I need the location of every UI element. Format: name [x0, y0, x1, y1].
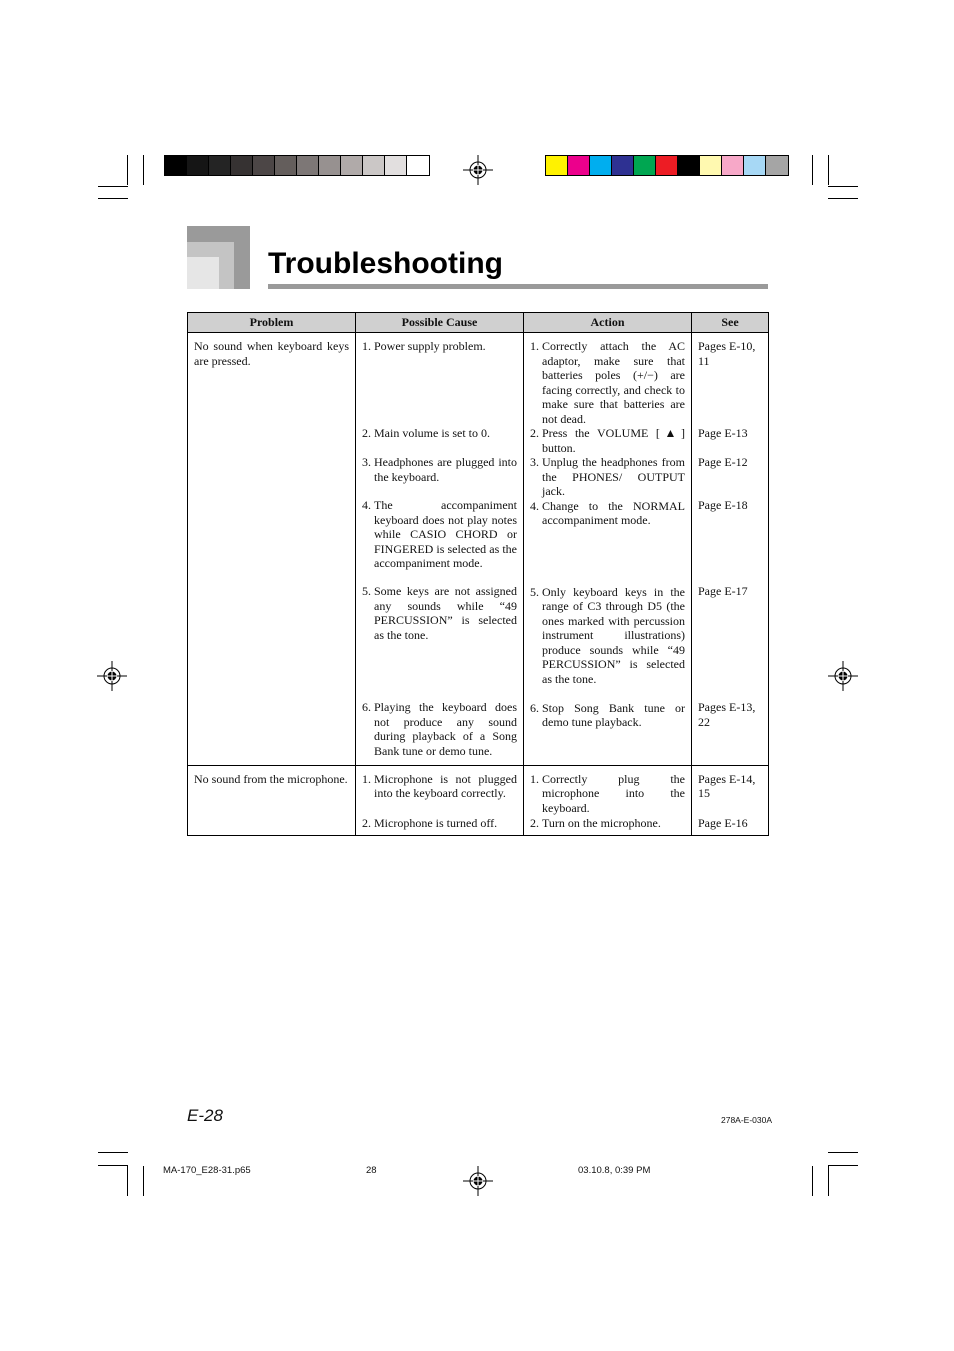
see-reference: Page E-18 [698, 498, 748, 512]
see-reference: Page E-12 [698, 455, 748, 469]
action-item-number: 2. [530, 426, 539, 440]
see-reference: Page E-17 [698, 584, 748, 598]
header-graphic [187, 257, 219, 289]
file-name: MA-170_E28-31.p65 [163, 1165, 251, 1176]
action-item-number: 6. [530, 700, 539, 715]
crop-mark [828, 186, 858, 187]
cause-item [362, 498, 517, 584]
see-reference: Page E-16 [698, 815, 748, 830]
crop-mark [143, 1166, 144, 1196]
cause-item-text: Microphone is not plugged into the keyboard correctly. [374, 771, 517, 800]
crop-mark [98, 186, 128, 187]
cause-item-number: 6. [362, 700, 371, 714]
crop-mark [812, 1166, 813, 1196]
color-swatch [700, 156, 722, 175]
crop-mark [98, 1152, 128, 1153]
color-swatch [678, 156, 700, 175]
crop-mark [828, 198, 858, 199]
column-header-see: See [692, 313, 769, 333]
problem-text: No sound from the microphone. [194, 771, 348, 786]
cause-item-number: 5. [362, 584, 371, 598]
doc-code: 278A-E-030A [721, 1115, 773, 1125]
cause-item-text: Headphones are plugged into the keyboard. [374, 455, 517, 484]
action-item [530, 499, 685, 585]
sheet-number: 28 [366, 1165, 377, 1176]
table-header-row [188, 313, 769, 333]
cause-item-number: 1. [362, 339, 371, 353]
color-swatch [546, 156, 568, 175]
cause-item-number: 4. [362, 498, 371, 512]
crop-mark [98, 1165, 128, 1166]
crop-mark [828, 1152, 858, 1153]
gray-calibration-bar [164, 155, 430, 176]
column-header-cause: Possible Cause [356, 313, 524, 333]
troubleshooting-table [187, 312, 769, 836]
column-header-problem: Problem [188, 313, 356, 333]
action-item-text: Stop Song Bank tune or demo tune playback. [542, 700, 685, 729]
color-swatch [297, 156, 319, 175]
cause-item [362, 584, 517, 700]
color-swatch [253, 156, 275, 175]
title-rule [268, 284, 768, 289]
color-swatch [612, 156, 634, 175]
print-timestamp: 03.10.8, 0:39 PM [578, 1165, 651, 1176]
color-swatch [407, 156, 429, 175]
page-title: Troubleshooting [268, 247, 503, 280]
action-item-text: Only keyboard keys in the range of C3 through D5 (the ones marked with percussion instrument illustrations) produce sounds while “49 PERCUSSION” is selected as the tone. [542, 584, 685, 686]
cause-item-text: Microphone is turned off. [374, 815, 498, 830]
action-item [530, 772, 685, 816]
action-item-number: 3. [530, 455, 539, 469]
crop-mark [828, 1166, 829, 1196]
color-swatch [209, 156, 231, 175]
action-item [530, 816, 685, 831]
action-item [530, 339, 685, 426]
action-item [530, 455, 685, 499]
registration-mark-icon [97, 661, 127, 691]
cause-item-text: Power supply problem. [374, 339, 486, 353]
column-header-action: Action [524, 313, 692, 333]
cause-item [362, 772, 517, 816]
cause-item-number: 2. [362, 426, 371, 440]
table-row [188, 765, 769, 836]
color-swatch [766, 156, 788, 175]
see-reference: Pages E-13, 22 [698, 700, 756, 729]
problem-text: No sound when keyboard keys are pressed. [194, 339, 349, 368]
see-reference: Pages E-10, 11 [698, 339, 756, 368]
color-calibration-bar [545, 155, 789, 176]
cause-item-text: Some keys are not assigned any sounds while “49 PERCUSSION” is selected as the tone. [374, 584, 517, 642]
cell-see [692, 333, 769, 766]
color-swatch [590, 156, 612, 175]
crop-mark [812, 155, 813, 185]
color-swatch [231, 156, 253, 175]
crop-mark [828, 1165, 858, 1166]
crop-mark [828, 155, 829, 185]
registration-mark-icon [463, 1166, 493, 1196]
crop-mark [143, 155, 144, 185]
action-item-number: 5. [530, 584, 539, 599]
color-swatch [275, 156, 297, 175]
cause-item-text: Playing the keyboard does not produce any sound during playback of a Song Bank tune or demo tune. [374, 700, 517, 758]
cause-item-number: 2. [362, 815, 371, 830]
registration-mark-icon [463, 155, 493, 185]
action-item-text: Correctly plug the microphone into the keyboard. [542, 771, 685, 815]
action-item-number: 2. [530, 815, 539, 830]
action-item [530, 426, 685, 455]
cause-item [362, 426, 517, 455]
cause-item-text: Main volume is set to 0. [374, 426, 490, 440]
action-item-number: 4. [530, 498, 539, 513]
cell-action [524, 765, 692, 836]
color-swatch [187, 156, 209, 175]
table-row [188, 333, 769, 766]
cause-item-text: The accompaniment keyboard does not play notes while CASIO CHORD or FINGERED is selected as the accompaniment mode. [374, 498, 517, 570]
action-item-text: Change to the NORMAL accompaniment mode. [542, 498, 685, 527]
registration-mark-icon [828, 661, 858, 691]
color-swatch [363, 156, 385, 175]
color-swatch [744, 156, 766, 175]
crop-mark [127, 155, 128, 185]
cell-cause [356, 333, 524, 766]
color-swatch [656, 156, 678, 175]
cell-see [692, 765, 769, 836]
cause-item [362, 816, 517, 831]
action-item-number: 1. [530, 339, 539, 353]
color-swatch [568, 156, 590, 175]
table-body [188, 333, 769, 836]
action-item-number: 1. [530, 771, 539, 786]
cause-item-number: 3. [362, 455, 371, 469]
page-number: E-28 [187, 1106, 223, 1125]
crop-mark [98, 198, 128, 199]
action-item-text: Press the VOLUME [▲] button. [542, 426, 685, 455]
crop-mark [127, 1166, 128, 1196]
color-swatch [341, 156, 363, 175]
color-swatch [385, 156, 407, 175]
color-swatch [722, 156, 744, 175]
action-item-text: Turn on the microphone. [542, 815, 661, 830]
cause-item-number: 1. [362, 771, 371, 786]
color-swatch [319, 156, 341, 175]
cell-problem [188, 765, 356, 836]
cell-cause [356, 765, 524, 836]
color-swatch [165, 156, 187, 175]
cause-item [362, 339, 517, 426]
cause-item [362, 700, 517, 759]
cell-action [524, 333, 692, 766]
see-reference: Page E-13 [698, 426, 748, 440]
cause-item [362, 455, 517, 498]
action-item-text: Correctly attach the AC adaptor, make sure that batteries poles (+/−) are facing correctly, and check to make sure that batteries are not dead. [542, 339, 685, 426]
cell-problem [188, 333, 356, 766]
action-item [530, 585, 685, 701]
color-swatch [634, 156, 656, 175]
action-item [530, 701, 685, 760]
action-item-text: Unplug the headphones from the PHONES/ OUTPUT jack. [542, 455, 685, 498]
see-reference: Pages E-14, 15 [698, 771, 756, 800]
